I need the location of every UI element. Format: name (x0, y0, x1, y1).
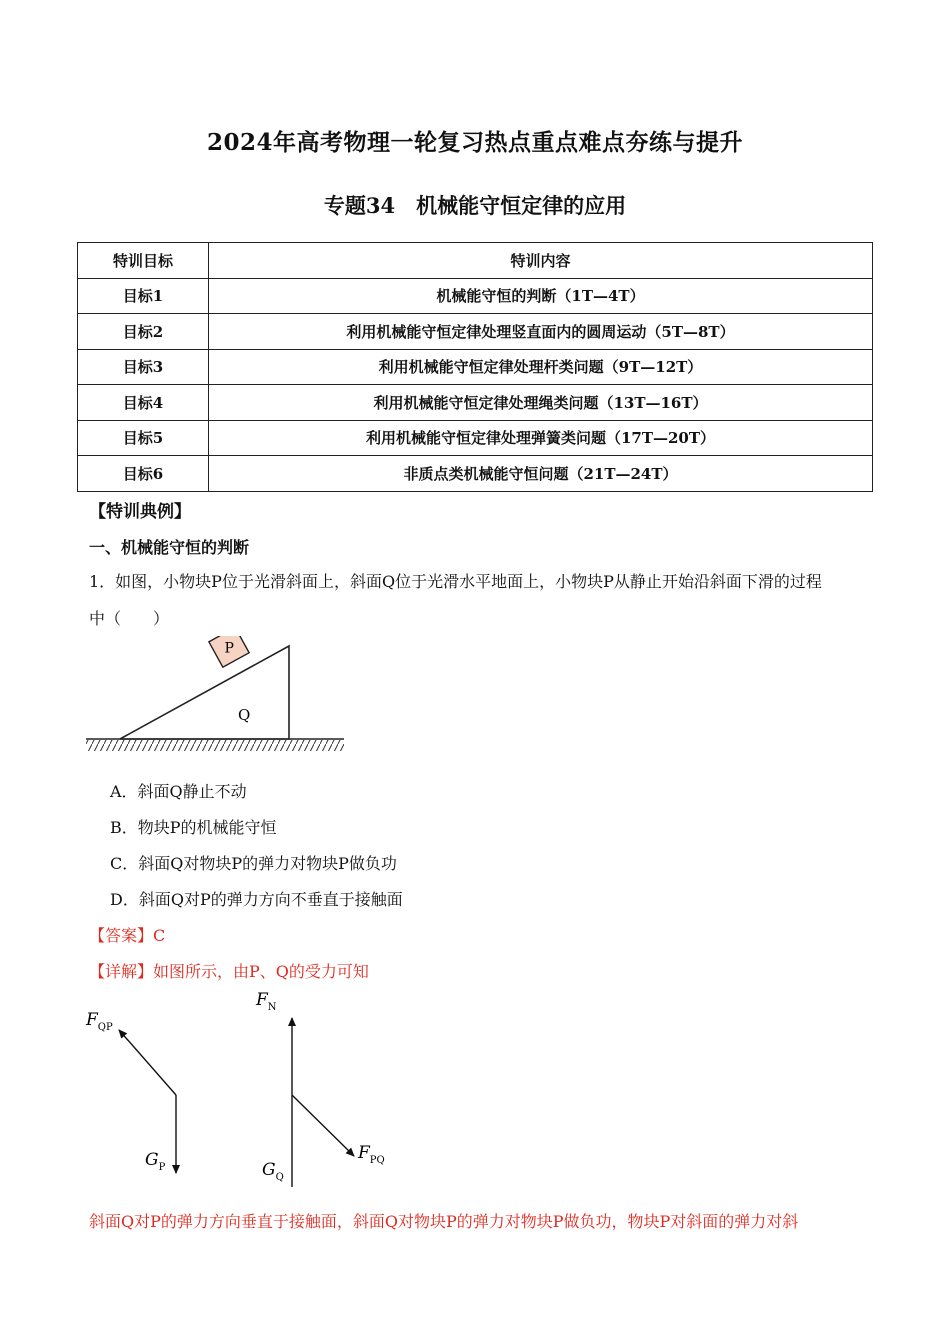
table-row (78, 349, 873, 385)
table-cell-goal: 目标3 (78, 349, 209, 385)
table-header-goal: 特训目标 (78, 243, 209, 279)
section-heading: 【特训典例】 (89, 502, 191, 522)
table-header-row (78, 243, 873, 279)
answer-value: C (153, 926, 166, 945)
ground-hatch (86, 740, 344, 751)
fpq-label: $F_{PQ}$ (358, 1143, 385, 1166)
table-row (78, 456, 873, 492)
table-cell-content: 利用机械能守恒定律处理杆类问题（9T—12T） (209, 349, 873, 385)
answer-label: 【答案】 (89, 926, 154, 945)
goals-table (77, 242, 873, 492)
table-cell-goal: 目标5 (78, 420, 209, 456)
option-a: A．斜面Q静止不动 (110, 782, 247, 801)
wedge-q (120, 646, 289, 739)
table-row (78, 385, 873, 421)
subsection-heading: 一、机械能守恒的判断 (89, 538, 250, 557)
fqp-arrow (119, 1030, 176, 1095)
gp-label: $G_P$ (145, 1150, 166, 1173)
explanation-text: 如图所示，由P、Q的受力可知 (153, 962, 369, 981)
answer-line (89, 923, 165, 946)
fqp-label: $F_{QP}$ (86, 1010, 113, 1033)
option-d: D．斜面Q对P的弹力方向不垂直于接触面 (110, 890, 403, 909)
table-cell-goal: 目标6 (78, 456, 209, 492)
table-row (78, 420, 873, 456)
table-cell-content: 非质点类机械能守恒问题（21T—24T） (209, 456, 873, 492)
table-header-content: 特训内容 (209, 243, 873, 279)
topic-subtitle: 专题34 机械能守恒定律的应用 (323, 193, 627, 218)
explanation-continuation: 斜面Q对P的弹力方向垂直于接触面，斜面Q对物块P的弹力对物块P做负功，物块P对斜面的弹力对斜 (89, 1212, 799, 1231)
table-cell-content: 利用机械能守恒定律处理弹簧类问题（17T—20T） (209, 420, 873, 456)
force-diagram (80, 985, 410, 1195)
explanation-label: 【详解】 (89, 962, 154, 981)
forces-on-q (255, 990, 385, 1187)
option-b: B．物块P的机械能守恒 (110, 818, 277, 837)
table-cell-content: 利用机械能守恒定律处理绳类问题（13T—16T） (209, 385, 873, 421)
incline-figure (86, 636, 346, 754)
table-cell-content: 利用机械能守恒定律处理竖直面内的圆周运动（5T—8T） (209, 314, 873, 350)
block-label: P (224, 640, 234, 657)
table-cell-goal: 目标2 (78, 314, 209, 350)
table-cell-goal: 目标1 (78, 278, 209, 314)
explanation-line (89, 959, 369, 982)
page-title: 2024年高考物理一轮复习热点重点难点夯练与提升 (206, 129, 743, 156)
gq-label: $G_Q$ (262, 1160, 284, 1183)
option-c: C．斜面Q对物块P的弹力对物块P做负功 (110, 854, 397, 873)
table-cell-content: 机械能守恒的判断（1T—4T） (209, 278, 873, 314)
table-row (78, 314, 873, 350)
fn-label: $F_N$ (256, 990, 277, 1013)
question-line-1: 1．如图，小物块P位于光滑斜面上，斜面Q位于光滑水平地面上，小物块P从静止开始沿斜面下滑的过程 (89, 572, 822, 591)
forces-on-p (85, 1010, 176, 1173)
block-p (209, 636, 249, 667)
table-cell-goal: 目标4 (78, 385, 209, 421)
wedge-label: Q (238, 706, 251, 724)
fpq-arrow (292, 1095, 354, 1156)
question-line-2: 中（ ） (89, 609, 170, 628)
table-row (78, 278, 873, 314)
